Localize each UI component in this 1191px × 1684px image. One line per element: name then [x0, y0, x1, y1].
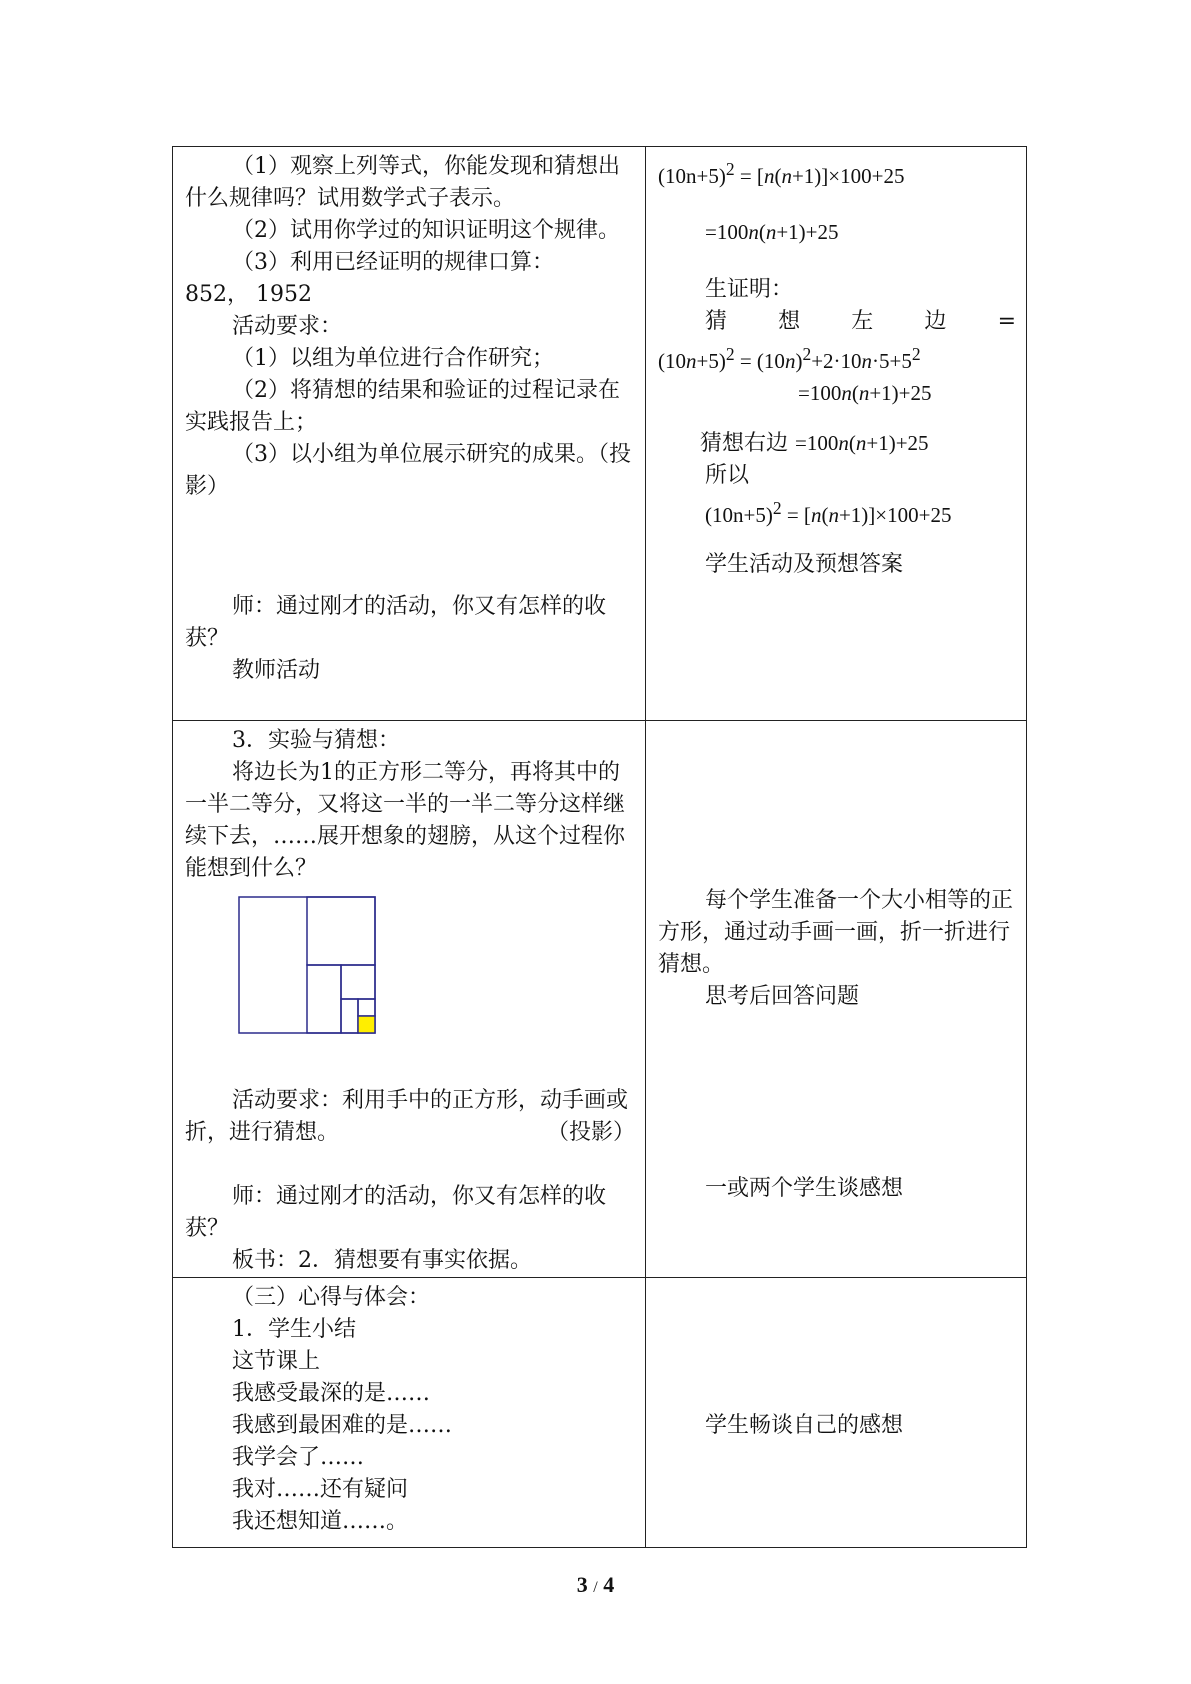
- summary-line: 我感受最深的是……: [232, 1381, 431, 1406]
- teacher-activity-cell: [173, 147, 646, 721]
- question-3-values: 852， 1952: [185, 282, 312, 307]
- lesson-table: [172, 146, 1027, 1548]
- diagram-rect: [307, 965, 341, 1033]
- student-activity-cell: [646, 147, 1027, 721]
- teacher-question: 师：通过刚才的活动，你又有怎样的收获？: [185, 594, 607, 651]
- teacher-activity-label: 教师活动: [232, 658, 321, 683]
- student-activity-label: 学生活动及预想答案: [705, 552, 904, 577]
- experiment-cell: [173, 721, 646, 1278]
- summary-cell: [173, 1278, 646, 1548]
- summary-line: 我感到最困难的是……: [232, 1413, 453, 1438]
- question-2: （2）试用你学过的知识证明这个规律。: [232, 218, 620, 243]
- guess-left-side: 猜 想 左 边 =: [705, 309, 1016, 334]
- table-row: [173, 147, 1027, 721]
- question-3: （3）利用已经证明的规律口算：: [232, 250, 554, 275]
- summary-subtitle: 1．学生小结: [232, 1317, 356, 1342]
- requirement-2: （2）将猜想的结果和验证的过程记录在实践报告上；: [185, 378, 620, 435]
- student-answer: 思考后回答问题: [705, 984, 860, 1009]
- formula-expansion: $(10n+5)^2 = [n(n+1)]\times 100+25$: [658, 159, 905, 188]
- page-number: 3 / 4: [576, 1572, 615, 1597]
- table-row: [173, 1278, 1027, 1548]
- diagram-rect: [341, 965, 375, 999]
- diagram-highlight-square: [358, 1016, 375, 1033]
- formula-proof-result: =100n(n+1)+25: [798, 381, 932, 405]
- guess-right-side: 猜想右边 =100n(n+1)+25: [700, 431, 929, 456]
- student-summary-cell: [646, 1278, 1027, 1548]
- experiment-title: 3．实验与猜想：: [232, 728, 400, 753]
- formula-conclusion: $(10n+5)^2 = [n(n+1)]\times 100+25$: [705, 498, 952, 527]
- formula-proof-expansion: $(10n+5)^2 = (10n)^2+2\cdot 10n\cdot 5+5^2$: [658, 344, 921, 373]
- summary-line: 我对……还有疑问: [232, 1477, 409, 1502]
- summary-line: 我还想知道……。: [232, 1509, 409, 1534]
- formula-guess-right: =100n(n+1)+25: [795, 431, 929, 455]
- diagram-rect: [307, 897, 375, 965]
- diagram-rect: [358, 999, 375, 1016]
- requirement-1: （1）以组为单位进行合作研究；: [232, 346, 554, 371]
- student-share: 一或两个学生谈感想: [705, 1176, 904, 1201]
- summary-title: （三）心得与体会：: [232, 1285, 431, 1310]
- diagram-rect: [341, 999, 358, 1033]
- proof-title: 生证明：: [705, 277, 794, 302]
- requirements-title: 活动要求：: [232, 314, 343, 339]
- teacher-question: 师：通过刚才的活动，你又有怎样的收获？: [185, 1184, 607, 1241]
- summary-line: 我学会了……: [232, 1445, 365, 1470]
- summary-line: 这节课上: [232, 1349, 321, 1374]
- formula-expansion-result: =100n(n+1)+25: [705, 220, 839, 244]
- projection-note: （投影）: [546, 1120, 635, 1145]
- experiment-description: 将边长为1的正方形二等分，再将其中的一半二等分，又将这一半的一半二等分这样继续下去，……展开想象的翅膀，从这个过程你能想到什么？: [185, 760, 626, 881]
- student-experiment-cell: [646, 721, 1027, 1278]
- experiment-requirement: 活动要求：利用手中的正方形，动手画或折，进行猜想。 （投影）: [185, 1085, 635, 1149]
- question-1: （1）观察上列等式，你能发现和猜想出什么规律吗？试用数学式子表示。: [185, 154, 620, 211]
- table-row: [173, 721, 1027, 1278]
- student-talk: 学生畅谈自己的感想: [705, 1413, 904, 1438]
- board-writing: 板书：2．猜想要有事实依据。: [232, 1248, 532, 1273]
- therefore-text: 所以: [705, 463, 750, 488]
- requirement-3: （3）以小组为单位展示研究的成果。（投影）: [185, 442, 631, 499]
- student-preparation: 每个学生准备一个大小相等的正方形，通过动手画一画，折一折进行猜想。: [658, 888, 1014, 977]
- square-halving-diagram: [237, 895, 377, 1035]
